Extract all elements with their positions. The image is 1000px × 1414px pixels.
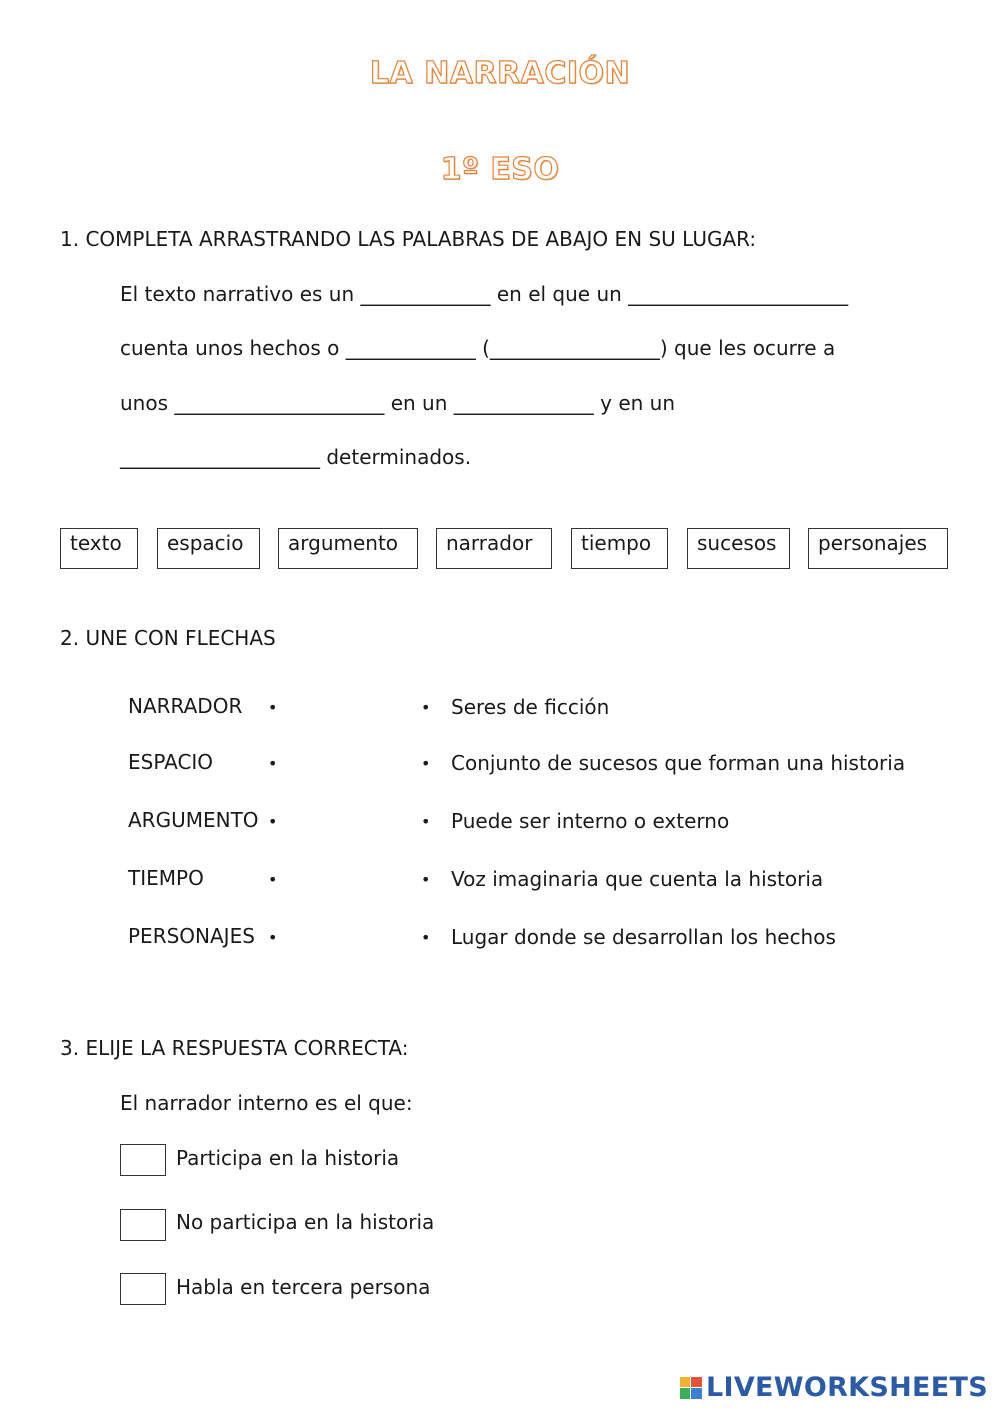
option-label-1: Participa en la historia: [176, 1146, 400, 1170]
word-tile-narrador[interactable]: narrador: [436, 528, 552, 569]
match-left-dot-4[interactable]: •: [268, 870, 278, 889]
liveworksheets-logo: [680, 1372, 988, 1403]
option-label-2: No participa en la historia: [176, 1210, 435, 1234]
match-left-personajes: PERSONAJES: [128, 924, 255, 948]
match-right-4: Voz imaginaria que cuenta la historia: [451, 867, 824, 891]
word-tile-espacio[interactable]: espacio: [157, 528, 260, 569]
match-left-narrador: NARRADOR: [128, 694, 243, 718]
option-label-3: Habla en tercera persona: [176, 1275, 431, 1299]
match-left-espacio: ESPACIO: [128, 750, 214, 774]
option-checkbox-1[interactable]: [120, 1144, 166, 1176]
word-tile-texto[interactable]: texto: [60, 528, 138, 569]
page-subtitle: 1º ESO: [440, 152, 560, 187]
fill-in-line-2: cuenta unos hechos o _____________ (_________________) que les ocurre a: [120, 336, 836, 360]
match-right-5: Lugar donde se desarrollan los hechos: [451, 925, 836, 949]
liveworksheets-mark-icon: [680, 1377, 702, 1399]
fill-in-line-4: ____________________ determinados.: [120, 445, 472, 469]
match-left-dot-3[interactable]: •: [268, 812, 278, 831]
fill-in-line-1: El texto narrativo es un _____________ en el que un ______________________: [120, 282, 849, 306]
brand-name: LIVEWORKSHEETS: [705, 1372, 988, 1403]
question-3-text: El narrador interno es el que:: [120, 1091, 413, 1115]
option-checkbox-3[interactable]: [120, 1273, 166, 1305]
match-right-dot-4[interactable]: •: [421, 870, 431, 889]
match-right-1: Seres de ficción: [451, 695, 610, 719]
match-left-tiempo: TIEMPO: [128, 866, 204, 890]
word-tile-tiempo[interactable]: tiempo: [571, 528, 668, 569]
match-left-dot-1[interactable]: •: [268, 698, 278, 717]
match-right-dot-5[interactable]: •: [421, 928, 431, 947]
question-2-prompt: 2. UNE CON FLECHAS: [60, 626, 276, 650]
fill-in-line-3: unos _____________________ en un ______________ y en un: [120, 391, 676, 415]
match-left-dot-2[interactable]: •: [268, 754, 278, 773]
match-right-dot-1[interactable]: •: [421, 698, 431, 717]
match-right-dot-3[interactable]: •: [421, 812, 431, 831]
word-tile-sucesos[interactable]: sucesos: [687, 528, 790, 569]
match-right-dot-2[interactable]: •: [421, 754, 431, 773]
match-right-2: Conjunto de sucesos que forman una historia: [451, 751, 906, 775]
question-3-prompt: 3. ELIJE LA RESPUESTA CORRECTA:: [60, 1036, 409, 1060]
word-tile-argumento[interactable]: argumento: [278, 528, 418, 569]
match-left-argumento: ARGUMENTO: [128, 808, 259, 832]
question-1-prompt: 1. COMPLETA ARRASTRANDO LAS PALABRAS DE ABAJO EN SU LUGAR:: [60, 227, 757, 251]
page-title: LA NARRACIÓN: [369, 56, 631, 91]
word-tile-personajes[interactable]: personajes: [808, 528, 948, 569]
match-right-3: Puede ser interno o externo: [451, 809, 730, 833]
option-checkbox-2[interactable]: [120, 1209, 166, 1241]
match-left-dot-5[interactable]: •: [268, 928, 278, 947]
